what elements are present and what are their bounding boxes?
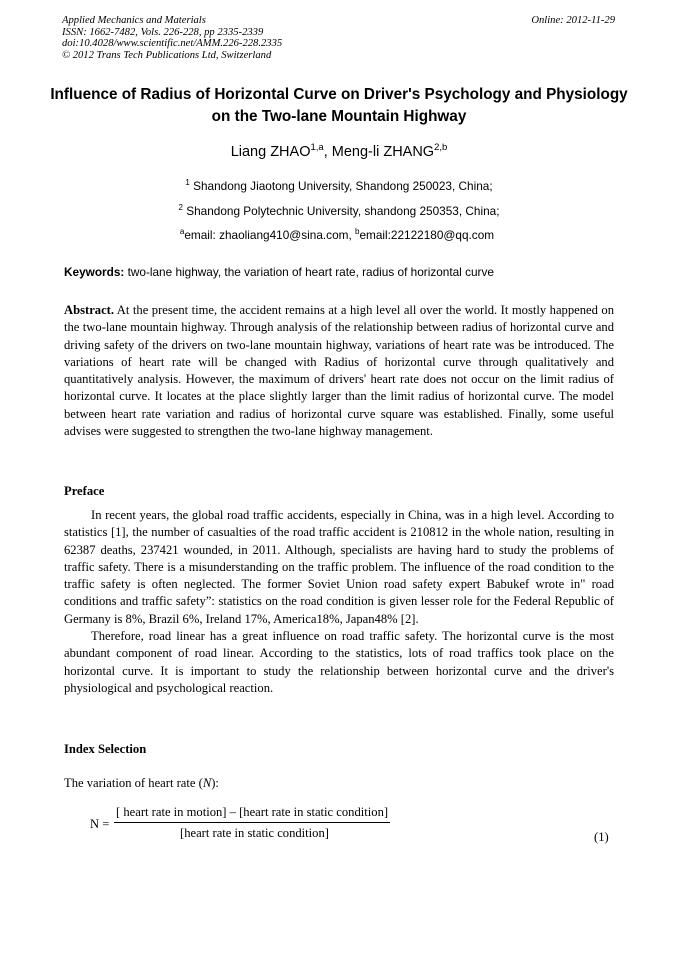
- abstract: [64, 302, 614, 440]
- keywords-label: Keywords:: [64, 265, 125, 279]
- equation-numerator: [ heart rate in motion] – [heart rate in static condition]: [114, 805, 390, 823]
- equation-lhs: N =: [90, 817, 110, 831]
- doi-line: doi:10.4028/www.scientific.net/AMM.226-228.2335: [62, 38, 283, 49]
- author-line: [0, 142, 678, 160]
- keywords-text: two-lane highway, the variation of heart rate, radius of horizontal curve: [124, 265, 494, 279]
- equation-denominator: [heart rate in static condition]: [180, 826, 329, 840]
- email-text: email: zhaoliang410@sina.com,: [184, 228, 356, 242]
- email-marker: b: [355, 227, 360, 236]
- email-marker: a: [179, 227, 185, 236]
- paragraph: Therefore, road linear has a great influence on road traffic safety. The horizontal curve is the most abundant component of road linear. According to the statistics, lots of road traffics took place on the horizontal curve. It is important to study the relationship between horizontal curve and the driver's physiological and psychological reaction.: [64, 629, 614, 695]
- issn-line: ISSN: 1662-7482, Vols. 226-228, pp 2335-2339: [62, 26, 264, 38]
- copyright-line: © 2012 Trans Tech Publications Ltd, Switzerland: [62, 49, 272, 61]
- variable-n: N: [202, 776, 212, 790]
- affiliation-2: [0, 203, 678, 218]
- paper-title: Influence of Radius of Horizontal Curve on Driver's Psychology and Physiology on the Two-lane Mountain Highway: [50, 86, 628, 125]
- author-name: Meng-li ZHANG: [331, 144, 435, 160]
- email-text: email:22122180@qq.com: [359, 228, 495, 242]
- journal-header: [62, 15, 615, 61]
- affiliation-text: Shandong Jiaotong University, Shandong 250023, China;: [189, 179, 493, 193]
- affiliation-1: [0, 178, 678, 193]
- author-separator: ,: [323, 144, 332, 160]
- email-line: [0, 227, 676, 242]
- online-date: Online: 2012-11-29: [531, 15, 615, 26]
- affiliation-marker: 2: [178, 203, 183, 212]
- intro-text: ):: [211, 776, 219, 790]
- paragraph: In recent years, the global road traffic accidents, especially in China, was in a high level. According to statistics [1], the number of casualties of the road traffic accident is 210812 in the whole nation, resulting in 62387 deaths, 237421 wounded, in 2011. Although, specialists are having hard to study the problems of traffic safety. There is a misunderstanding on the traffic problem. The influence of the road condition to the traffic safety is often neglected. The former Soviet Union road safety expert Babukef wrote in" road conditions and traffic safety”: statistics on the road condition is given lesser role for the Federal Republic of Germany is 8%, Brazil 6%, Ireland 17%, America18%, Japan48% [2].: [64, 508, 614, 626]
- author-superscript: 1,a: [310, 142, 324, 153]
- section-heading-preface: Preface: [64, 484, 105, 498]
- affiliation-text: Shandong Polytechnic University, shandong 250353, China;: [182, 204, 500, 218]
- abstract-label: Abstract.: [64, 303, 115, 317]
- abstract-text: At the present time, the accident remains at a high level all over the world. It mostly happened on the two-lane mountain highway. Through analysis of the relationship between radius of horizontal curve and driving safety of the drivers on two-lane mountain highway, variations of heart rate was be introduced. The variations of heart rate will be changed with Radius of horizontal curve through qualitatively and quantitatively analysis. However, the maximum of drivers' heart rate does not occur on the limit radius of horizontal curve. It locates at the place slightly larger than the limit radius of horizontal curve. The model between heart rate variation and radius of horizontal curve square was established. Finally, some useful advises were suggested to strengthen the two-lane highway management.: [64, 303, 614, 439]
- intro-text: The variation of heart rate (: [64, 776, 203, 790]
- preface-body: [64, 507, 614, 697]
- author-superscript: 2,b: [434, 142, 448, 153]
- journal-name: Applied Mechanics and Materials: [62, 15, 206, 26]
- affiliation-marker: 1: [185, 178, 190, 187]
- equation-number: (1): [594, 830, 609, 844]
- keywords: [64, 265, 624, 279]
- section-heading-index-selection: Index Selection: [64, 742, 147, 756]
- author-name: Liang ZHAO: [230, 144, 311, 160]
- formula-intro: [64, 775, 614, 792]
